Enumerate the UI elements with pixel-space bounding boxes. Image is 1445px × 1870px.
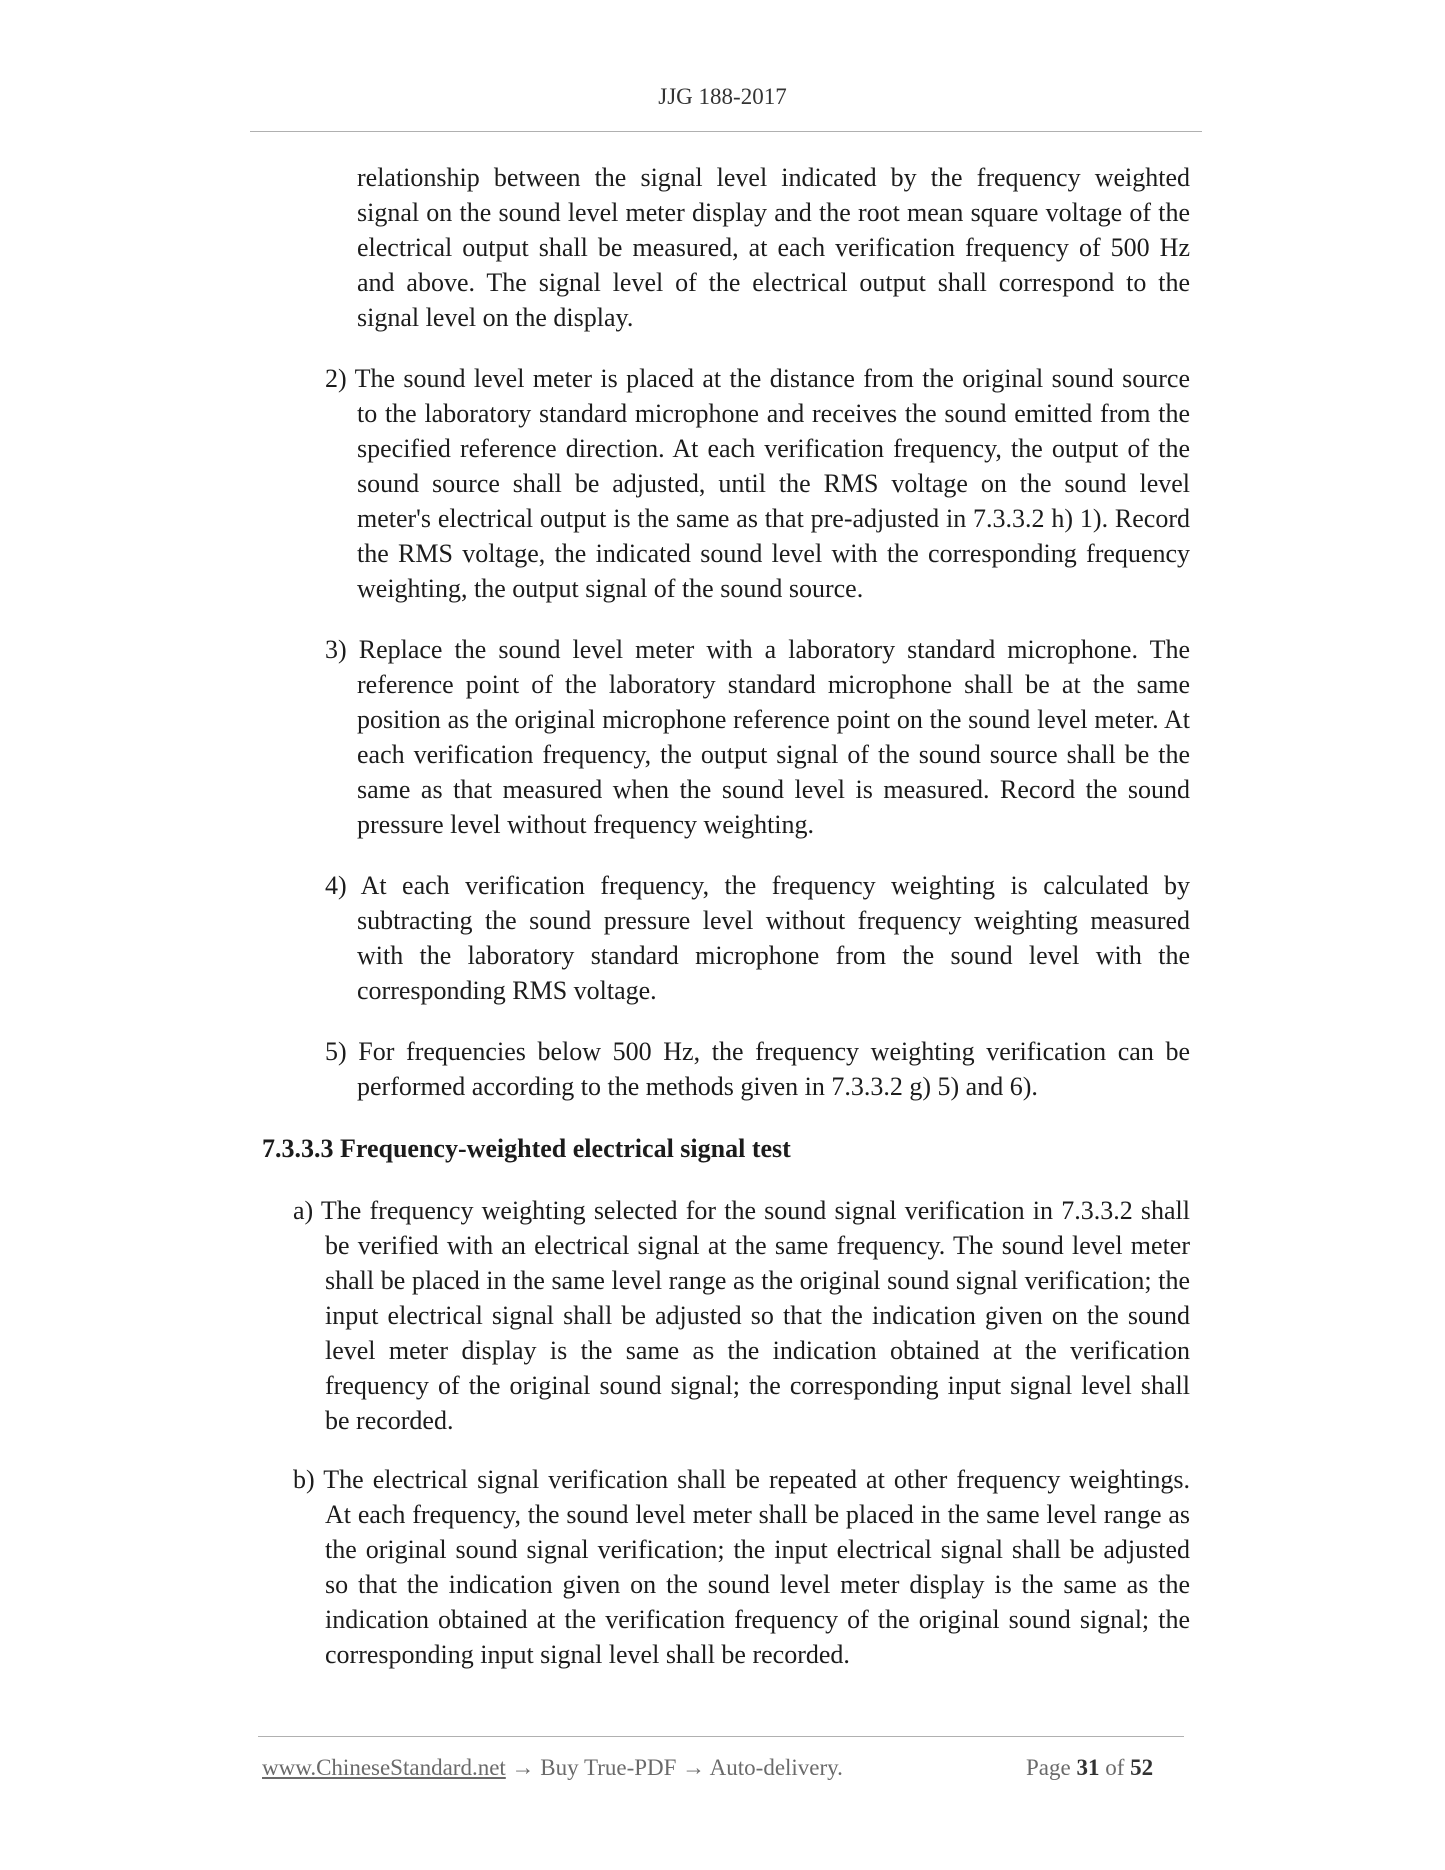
section-item-b: b) The electrical signal verification shall be repeated at other frequency weightings. At each frequency, the sound level meter shall be placed in the same level range as the original sound signal verification; the input electrical signal shall be adjusted so that the indication given on the sound level meter display is the same as the indication obtained at the verification frequency of the original sound signal; the corresponding input signal level shall be recorded.	[293, 1465, 1190, 1669]
section-item-a: a) The frequency weighting selected for the sound signal verification in 7.3.3.2 shall be verified with an electrical signal at the same frequency. The sound level meter shall be placed in the same level range as the original sound signal verification; the input electrical signal shall be adjusted so that the indication given on the sound level meter display is the same as the indication obtained at the verification frequency of the original sound signal; the corresponding input signal level shall be recorded.	[293, 1196, 1190, 1435]
footer-links	[262, 1755, 843, 1781]
of-label: of	[1105, 1755, 1125, 1780]
list-item: 2) The sound level meter is placed at the distance from the original sound source to the laboratory standard microphone and receives the sound emitted from the specified reference direction. At each verification frequency, the output of the sound source shall be adjusted, until the RMS voltage on the sound level meter's electrical output is the same as that pre-adjusted in 7.3.3.2 h) 1). Record the RMS voltage, the indicated sound level with the corresponding frequency weighting, the output signal of the sound source.	[325, 364, 1190, 603]
page-number: 31	[1076, 1755, 1100, 1780]
header-divider	[250, 131, 1202, 132]
list-item: 3) Replace the sound level meter with a laboratory standard microphone. The reference point of the laboratory standard microphone shall be at the same position as the original microphone reference point on the sound level meter. At each verification frequency, the output signal of the sound source shall be the same as that measured when the sound level is measured. Record the sound pressure level without frequency weighting.	[325, 635, 1190, 839]
footer-nav-text: → Buy True-PDF → Auto-delivery.	[505, 1755, 843, 1780]
website-link[interactable]: www.ChineseStandard.net	[262, 1755, 506, 1780]
intro-paragraph: relationship between the signal level indicated by the frequency weighted signal on the sound level meter display and the root mean square voltage of the electrical output shall be measured, at each verification frequency of 500 Hz and above. The signal level of the electrical output shall correspond to the signal level on the display.	[357, 163, 1190, 332]
document-code: JJG 188-2017	[658, 84, 787, 109]
list-item: 5) For frequencies below 500 Hz, the frequency weighting verification can be performed according to the methods given in 7.3.3.2 g) 5) and 6).	[325, 1037, 1190, 1101]
page-indicator	[1026, 1755, 1153, 1781]
footer-divider	[258, 1736, 1184, 1737]
page-label: Page	[1026, 1755, 1071, 1780]
total-pages: 52	[1130, 1755, 1154, 1780]
list-item: 4) At each verification frequency, the frequency weighting is calculated by subtracting the sound pressure level without frequency weighting measured with the laboratory standard microphone from the sound level with the corresponding RMS voltage.	[325, 871, 1190, 1005]
section-heading: 7.3.3.3 Frequency-weighted electrical signal test	[262, 1134, 791, 1163]
